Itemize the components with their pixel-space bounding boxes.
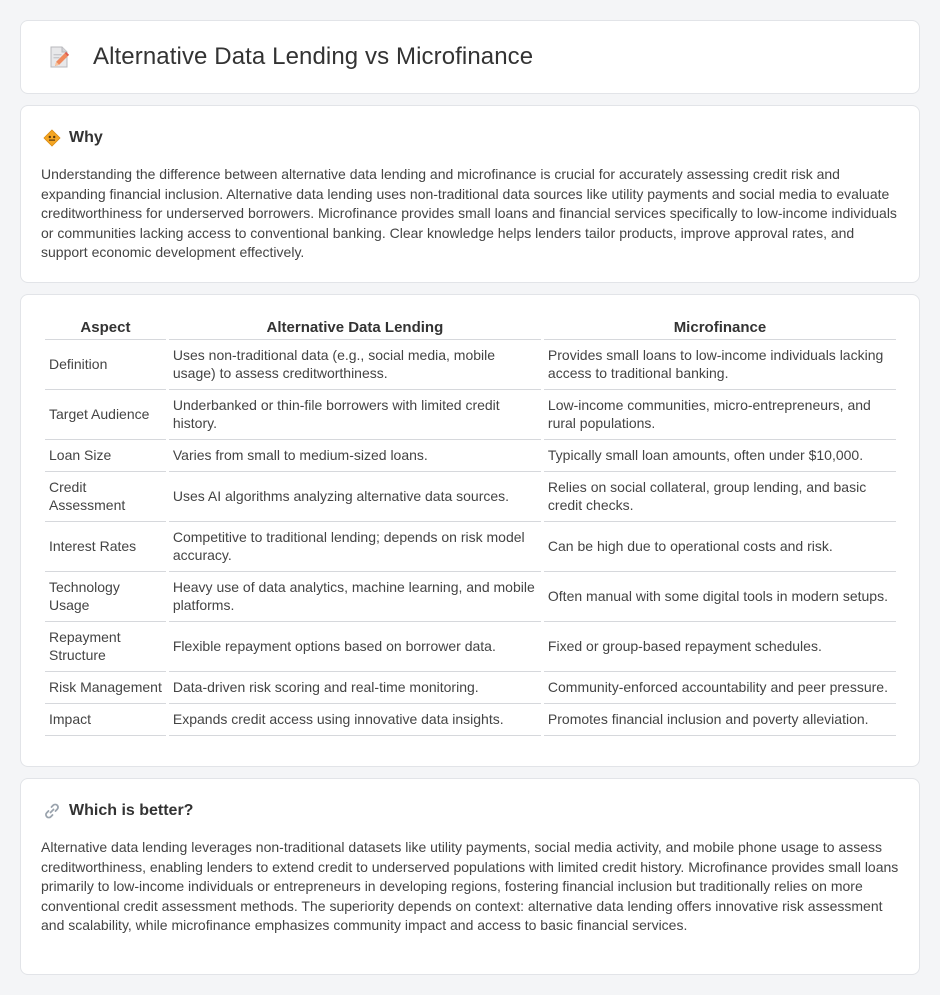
- microfinance-cell: Can be high due to operational costs and risk.: [544, 522, 896, 572]
- comparison-table-card: [20, 294, 920, 767]
- microfinance-cell: Fixed or group-based repayment schedules.: [544, 622, 896, 672]
- microfinance-cell: Community-enforced accountability and peer pressure.: [544, 672, 896, 704]
- alternative-data-lending-cell: Competitive to traditional lending; depends on risk model accuracy.: [169, 522, 541, 572]
- column-header-alternative-data-lending: Alternative Data Lending: [169, 315, 541, 340]
- which-is-better-heading: [43, 802, 899, 820]
- alternative-data-lending-cell: Expands credit access using innovative data insights.: [169, 704, 541, 736]
- table-row: [45, 672, 896, 704]
- aspect-cell: Definition: [45, 340, 166, 390]
- microfinance-cell: Often manual with some digital tools in modern setups.: [544, 572, 896, 622]
- microfinance-cell: Provides small loans to low-income individuals lacking access to traditional banking.: [544, 340, 896, 390]
- alternative-data-lending-cell: Heavy use of data analytics, machine learning, and mobile platforms.: [169, 572, 541, 622]
- alternative-data-lending-cell: Uses AI algorithms analyzing alternative data sources.: [169, 472, 541, 522]
- alternative-data-lending-cell: Flexible repayment options based on borrower data.: [169, 622, 541, 672]
- why-section: [20, 105, 920, 283]
- microfinance-cell: Typically small loan amounts, often under $10,000.: [544, 440, 896, 472]
- table-row: [45, 390, 896, 440]
- alternative-data-lending-cell: Varies from small to medium-sized loans.: [169, 440, 541, 472]
- aspect-cell: Technology Usage: [45, 572, 166, 622]
- diamond-sign-icon: [43, 129, 61, 147]
- link-icon: [43, 802, 61, 820]
- why-text: Understanding the difference between alternative data lending and microfinance is crucial for accurately assessing credit risk and expanding financial inclusion. Alternative data lending uses non-traditional data sources like utility payments and social media to evaluate creditworthiness for underserved borrowers. Microfinance provides small loans and financial services specifically to low-income individuals or communities lacking access to conventional banking. Clear knowledge helps lenders tailor products, improve approval rates, and support economic development effectively.: [41, 166, 897, 260]
- aspect-cell: Loan Size: [45, 440, 166, 472]
- alternative-data-lending-cell: Uses non-traditional data (e.g., social media, mobile usage) to assess creditworthiness.: [169, 340, 541, 390]
- header-card: [20, 20, 920, 94]
- which-is-better-title: Which is better?: [69, 802, 194, 819]
- table-row: [45, 622, 896, 672]
- table-row: [45, 472, 896, 522]
- alternative-data-lending-cell: Underbanked or thin-file borrowers with limited credit history.: [169, 390, 541, 440]
- aspect-cell: Risk Management: [45, 672, 166, 704]
- aspect-cell: Interest Rates: [45, 522, 166, 572]
- table-row: [45, 572, 896, 622]
- table-row: [45, 440, 896, 472]
- table-row: [45, 704, 896, 736]
- aspect-cell: Target Audience: [45, 390, 166, 440]
- column-header-microfinance: Microfinance: [544, 315, 896, 340]
- aspect-cell: Credit Assessment: [45, 472, 166, 522]
- table-row: [45, 340, 896, 390]
- which-is-better-section: [20, 778, 920, 975]
- table-header-row: [45, 315, 896, 340]
- aspect-cell: Repayment Structure: [45, 622, 166, 672]
- aspect-cell: Impact: [45, 704, 166, 736]
- table-row: [45, 522, 896, 572]
- why-title: Why: [69, 129, 103, 146]
- microfinance-cell: Low-income communities, micro-entrepreneurs, and rural populations.: [544, 390, 896, 440]
- microfinance-cell: Relies on social collateral, group lending, and basic credit checks.: [544, 472, 896, 522]
- page-title: Alternative Data Lending vs Microfinance: [93, 43, 534, 70]
- which-is-better-text: Alternative data lending leverages non-traditional datasets like utility payments, social media activity, and mobile phone usage to assess creditworthiness, enabling lenders to extend credit to underserved populations with limited credit history. Microfinance provides small loans primarily to low-income individuals or entrepreneurs in developing regions, fostering financial inclusion but traditionally relies on more conventional credit assessment methods. The superiority depends on context: alternative data lending offers innovative risk assessment and scalability, while microfinance emphasizes community impact and access to basic financial services.: [41, 839, 899, 933]
- column-header-aspect: Aspect: [45, 315, 166, 340]
- why-heading: [43, 129, 899, 147]
- microfinance-cell: Promotes financial inclusion and poverty alleviation.: [544, 704, 896, 736]
- document-pencil-icon: [47, 45, 71, 69]
- comparison-table: [42, 315, 899, 736]
- alternative-data-lending-cell: Data-driven risk scoring and real-time monitoring.: [169, 672, 541, 704]
